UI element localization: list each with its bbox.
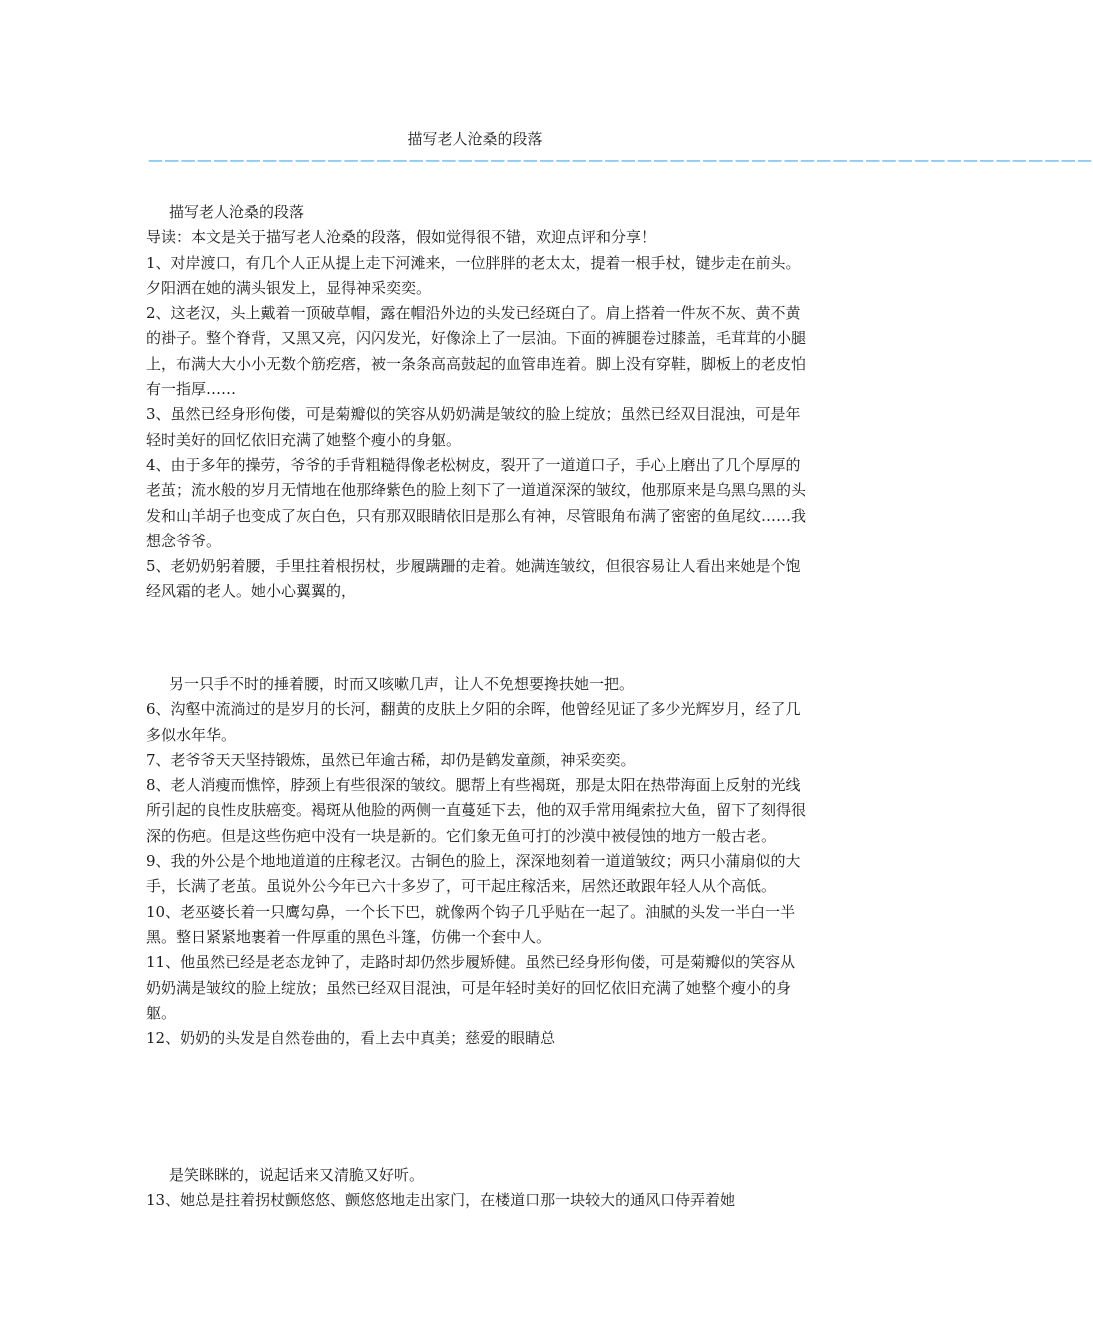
- paragraph-8: 8、老人消瘦而憔悴，脖颈上有些很深的皱纹。腮帮上有些褐斑，那是太阳在热带海面上反射的光线所引起的良性皮肤癌变。褐斑从他脸的两侧一直蔓延下去，他的双手常用绳索拉大鱼，留下了刻得很深的伤疤。但是这些伤疤中没有一块是新的。它们象无鱼可打的沙漠中被侵蚀的地方一般古老。: [146, 776, 807, 845]
- paragraph-10: 10、老巫婆长着一只鹰勾鼻，一个长下巴，就像两个钩子几乎贴在一起了。油腻的头发一半白一半黑。整日紧紧地裹着一件厚重的黑色斗篷，仿佛一个套中人。: [146, 902, 796, 946]
- section-heading: 描写老人沧桑的段落: [169, 203, 305, 221]
- paragraph-13: 13、她总是拄着拐杖颤悠悠、颤悠悠地走出家门，在楼道口那一块较大的通风口侍弄着她: [146, 1191, 736, 1210]
- paragraph-7: 7、老爷爷天天坚持锻炼，虽然已年逾古稀，却仍是鹤发童颜，神采奕奕。: [146, 750, 636, 769]
- text-section-3: [146, 1163, 810, 1214]
- paragraph-2: 2、这老汉，头上戴着一顶破草帽，露在帽沿外边的头发已经斑白了。肩上搭着一件灰不灰、黄不黄的褂子。整个脊背，又黑又亮，闪闪发光，好像涂上了一层油。下面的裤腿卷过膝盖，毛茸茸的小腿上，布满大大小小无数个筋疙瘩，被一条条高高鼓起的血管串连着。脚上没有穿鞋，脚板上的老皮怕有一指厚……: [146, 304, 807, 399]
- intro-paragraph: 导读：本文是关于描写老人沧桑的段落，假如觉得很不错，欢迎点评和分享！: [146, 228, 657, 247]
- paragraph-5: 5、老奶奶躬着腰，手里拄着根拐杖，步履蹒跚的走着。她满连皱纹，但很容易让人看出来她是个饱经风霜的老人。她小心翼翼的，: [146, 557, 801, 601]
- paragraph-11: 11、他虽然已经是老态龙钟了，走路时却仍然步履矫健。虽然已经身形佝偻，可是菊瓣似的笑容从奶奶满是皱纹的脸上绽放；虽然已经双目混浊，可是年轻时美好的回忆依旧充满了她整个瘦小的身躯。: [146, 953, 796, 1022]
- paragraph-9: 9、我的外公是个地地道道的庄稼老汉。古铜色的脸上，深深地刻着一道道皱纹；两只小蒲扇似的大手，长满了老茧。虽说外公今年已六十多岁了，可干起庄稼活来，居然还敢跟年轻人从个高低。: [146, 852, 801, 896]
- paragraph-1: 1、对岸渡口，有几个人正从提上走下河滩来，一位胖胖的老太太，提着一根手杖，键步走在前头。夕阳洒在她的满头银发上，显得神采奕奕。: [146, 253, 801, 297]
- paragraph-12-continued: 是笑眯眯的，说起话来又清脆又好听。: [169, 1166, 425, 1184]
- paragraph-6: 6、沟壑中流淌过的是岁月的长河，翻黄的皮肤上夕阳的余晖，他曾经见证了多少光辉岁月，经了几多似水年华。: [146, 700, 801, 744]
- document-title: 描写老人沧桑的段落: [407, 130, 543, 148]
- paragraph-4: 4、由于多年的操劳，爷爷的手背粗糙得像老松树皮，裂开了一道道口子，手心上磨出了几个厚厚的老茧；流水般的岁月无情地在他那绛紫色的脸上刻下了一道道深深的皱纹，他那原来是乌黑乌黑的头发和山羊胡子也变成了灰白色，只有那双眼睛依旧是那么有神，尽管眼角布满了密密的鱼尾纹……我想念爷爷。: [146, 455, 807, 550]
- text-section-1: [146, 200, 810, 605]
- paragraph-5-continued: 另一只手不时的捶着腰，时而又咳嗽几声，让人不免想要搀扶她一把。: [169, 675, 635, 693]
- title-divider: ——————————————————————————————————————————————————————————: [148, 151, 1093, 169]
- text-section-2: [146, 672, 810, 1051]
- paragraph-12: 12、奶奶的头发是自然卷曲的，看上去中真美；慈爱的眼睛总: [146, 1029, 556, 1048]
- paragraph-3: 3、虽然已经身形佝偻，可是菊瓣似的笑容从奶奶满是皱纹的脸上绽放；虽然已经双目混浊，可是年轻时美好的回忆依旧充满了她整个瘦小的身躯。: [146, 405, 801, 449]
